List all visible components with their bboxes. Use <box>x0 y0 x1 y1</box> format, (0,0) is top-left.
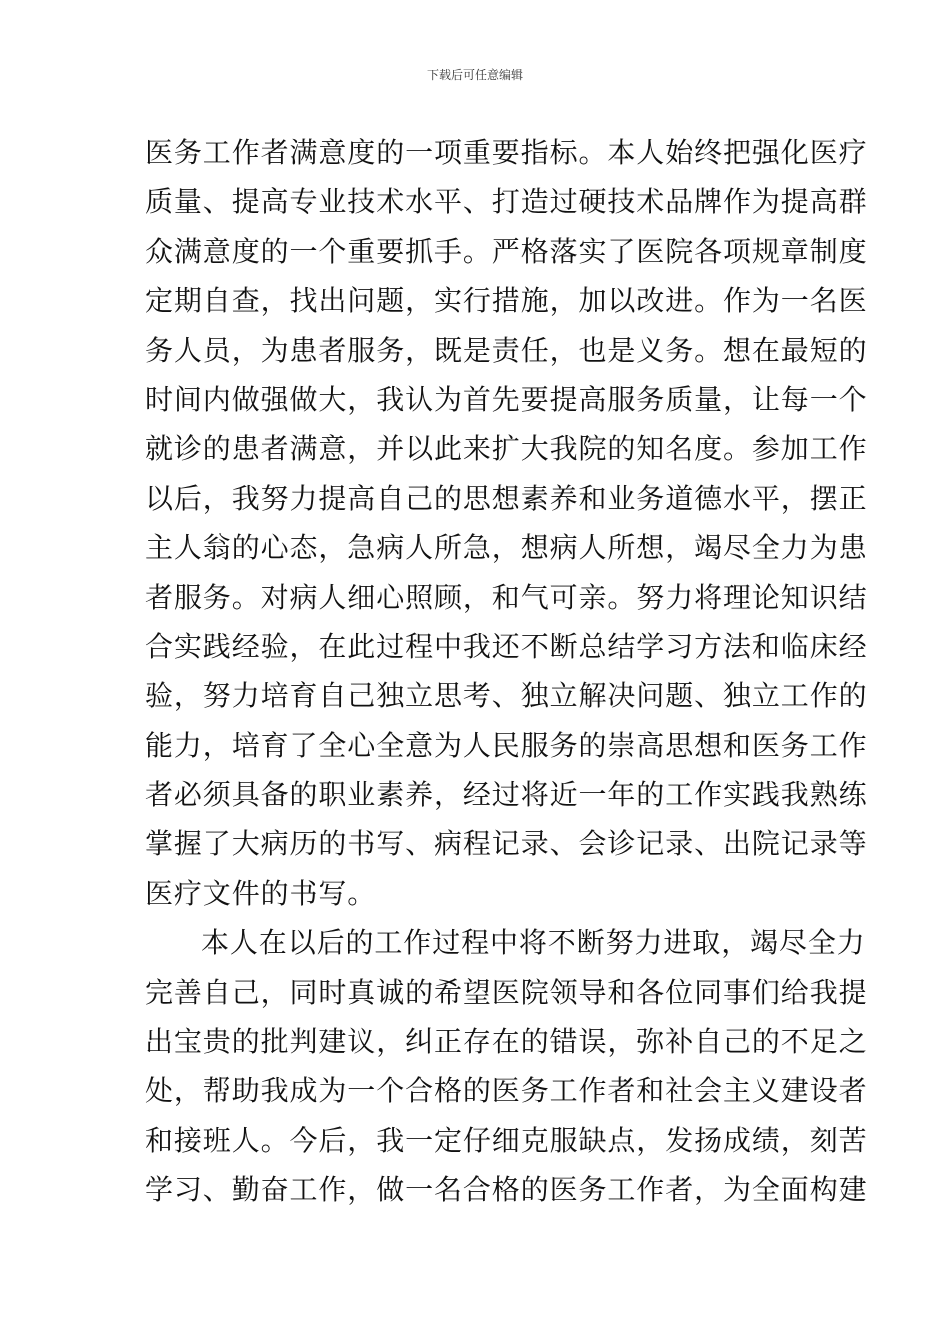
header-note: 下载后可任意编辑 <box>426 68 523 82</box>
text-line: 合实践经验，在此过程中我还不断总结学习方法和临床经 <box>145 629 868 663</box>
text-line: 出宝贵的批判建议，纠正存在的错误，弥补自己的不足之 <box>145 1025 868 1059</box>
text-line: 者服务。对病人细心照顾，和气可亲。努力将理论知识结 <box>145 580 868 614</box>
text-line: 者必须具备的职业素养，经过将近一年的工作实践我熟练 <box>145 778 868 812</box>
text-line: 务人员，为患者服务，既是责任，也是义务。想在最短的 <box>145 333 868 367</box>
text-line: 医疗文件的书写。 <box>145 876 377 910</box>
body-text <box>145 128 868 1215</box>
paragraph-1 <box>145 128 868 918</box>
text-line: 学习、勤奋工作，做一名合格的医务工作者，为全面构建 <box>145 1173 868 1207</box>
text-line: 本人在以后的工作过程中将不断努力进取，竭尽全力 <box>201 926 866 960</box>
text-line: 时间内做强做大，我认为首先要提高服务质量，让每一个 <box>145 382 868 416</box>
text-line: 和接班人。今后，我一定仔细克服缺点，发扬成绩，刻苦 <box>145 1123 868 1157</box>
text-line: 医务工作者满意度的一项重要指标。本人始终把强化医疗 <box>145 136 868 169</box>
text-line: 主人翁的心态，急病人所急，想病人所想，竭尽全力为患 <box>145 531 868 565</box>
text-line: 以后，我努力提高自己的思想素养和业务道德水平，摆正 <box>145 481 868 515</box>
text-line: 验，努力培育自己独立思考、独立解决问题、独立工作的 <box>145 679 868 713</box>
text-line: 处，帮助我成为一个合格的医务工作者和社会主义建设者 <box>145 1074 868 1108</box>
text-line: 定期自查，找出问题，实行措施，加以改进。作为一名医 <box>145 284 868 318</box>
text-line: 众满意度的一个重要抓手。严格落实了医院各项规章制度 <box>145 234 868 268</box>
text-line: 就诊的患者满意，并以此来扩大我院的知名度。参加工作 <box>145 432 868 466</box>
text-line: 质量、提高专业技术水平、打造过硬技术品牌作为提高群 <box>145 185 868 219</box>
text-line: 完善自己，同时真诚的希望医院领导和各位同事们给我提 <box>145 975 868 1009</box>
text-line: 能力，培育了全心全意为人民服务的崇高思想和医务工作 <box>145 728 868 762</box>
text-line: 掌握了大病历的书写、病程记录、会诊记录、出院记录等 <box>145 827 868 861</box>
paragraph-2 <box>145 918 868 1214</box>
